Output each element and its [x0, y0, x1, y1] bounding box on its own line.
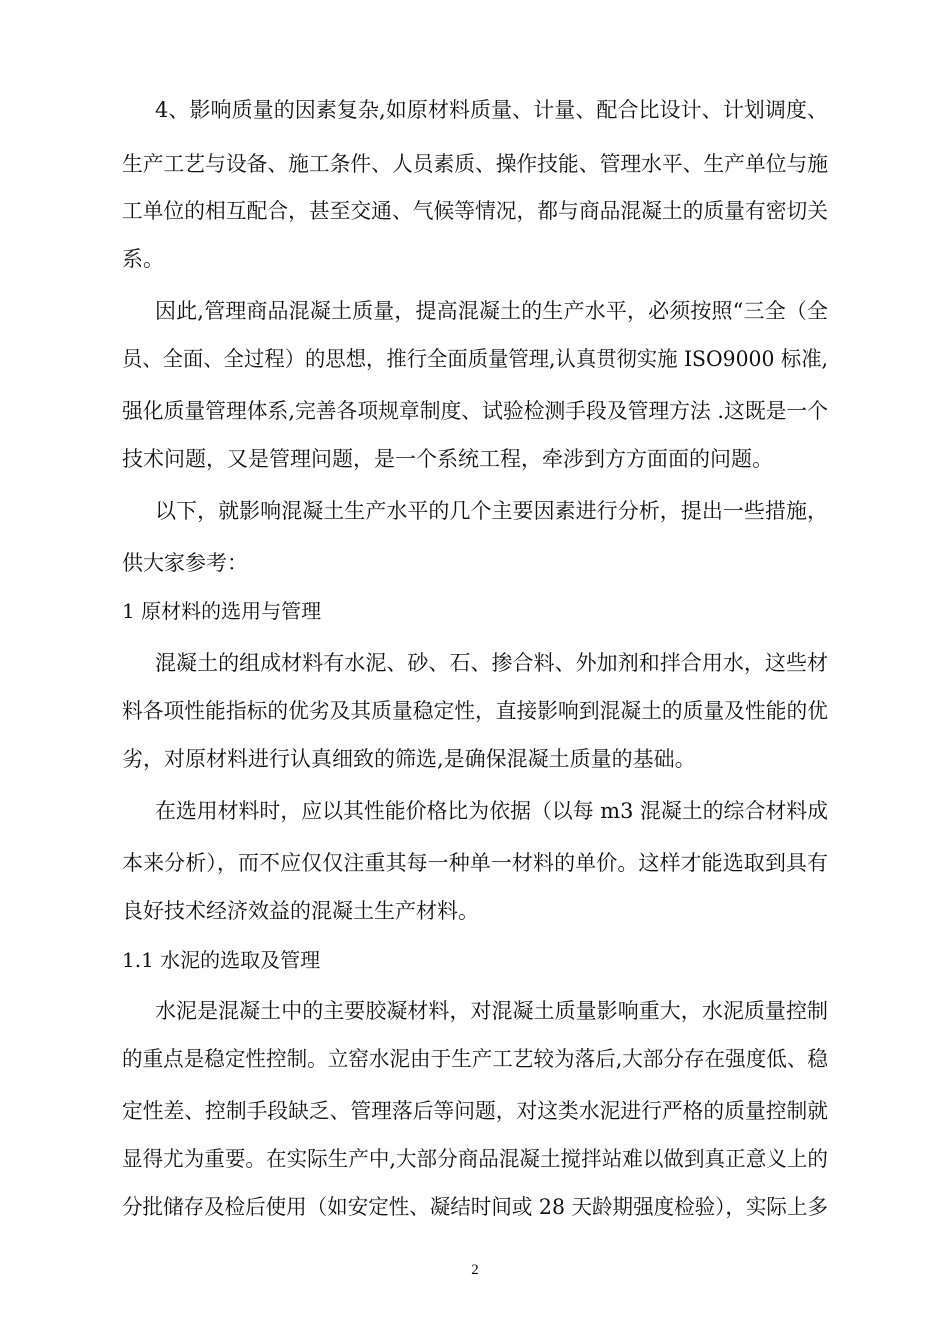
text-line: 劣，对原材料进行认真细致的筛选,是确保混凝土质量的基础。	[122, 747, 696, 771]
text-line: 定性差、控制手段缺乏、管理落后等问题，对这类水泥进行严格的质量控制就	[122, 1099, 828, 1123]
heading-text: 1.1 水泥的选取及管理	[122, 948, 321, 972]
text-line: 本来分析），而不应仅仅注重其每一种单一材料的单价。这样才能选取到具有	[122, 851, 829, 875]
text-line: 员、全面、全过程）的思想，推行全面质量管理,认真贯彻实施 ISO9000 标准,	[122, 347, 828, 371]
heading-text: 1 原材料的选用与管理	[122, 599, 322, 623]
text-line: 强化质量管理体系,完善各项规章制度、试验检测手段及管理方法 .这既是一个	[122, 399, 828, 423]
text-line: 生产工艺与设备、施工条件、人员素质、操作技能、管理水平、生产单位与施	[122, 152, 828, 176]
text-line: 混凝土的组成材料有水泥、砂、石、掺合料、外加剂和拌合用水，这些材	[155, 651, 829, 675]
text-line: 显得尤为重要。在实际生产中,大部分商品混凝土搅拌站难以做到真正意义上的	[122, 1147, 828, 1171]
text-line: 因此,管理商品混凝土质量，提高混凝土的生产水平，必须按照“三全（全	[155, 299, 829, 323]
text-line: 分批储存及检后使用（如安定性、凝结时间或 28 天龄期强度检验），实际上多	[122, 1195, 828, 1219]
text-line: 以下，就影响混凝土生产水平的几个主要因素进行分析，提出一些措施，	[155, 499, 829, 523]
text-line: 良好技术经济效益的混凝土生产材料。	[122, 899, 479, 923]
page-number: 2	[471, 1262, 479, 1278]
text-line: 水泥是混凝土中的主要胶凝材料，对混凝土质量影响重大，水泥质量控制	[155, 999, 829, 1023]
text-line: 在选用材料时，应以其性能价格比为依据（以每 m3 混凝土的综合材料成	[155, 799, 828, 823]
text-line: 系。	[122, 247, 164, 271]
text-line: 4、影响质量的因素复杂,如原材料质量、计量、配合比设计、计划调度、	[155, 98, 829, 122]
text-line: 的重点是稳定性控制。立窑水泥由于生产工艺较为落后,大部分存在强度低、稳	[122, 1047, 828, 1071]
text-line: 工单位的相互配合，甚至交通、气候等情况，都与商品混凝土的质量有密切关	[122, 199, 828, 223]
text-line: 技术问题，又是管理问题，是一个系统工程，牵涉到方方面面的问题。	[122, 447, 773, 471]
text-line: 供大家参考：	[122, 551, 248, 575]
text-line: 料各项性能指标的优劣及其质量稳定性，直接影响到混凝土的质量及性能的优	[122, 699, 828, 723]
